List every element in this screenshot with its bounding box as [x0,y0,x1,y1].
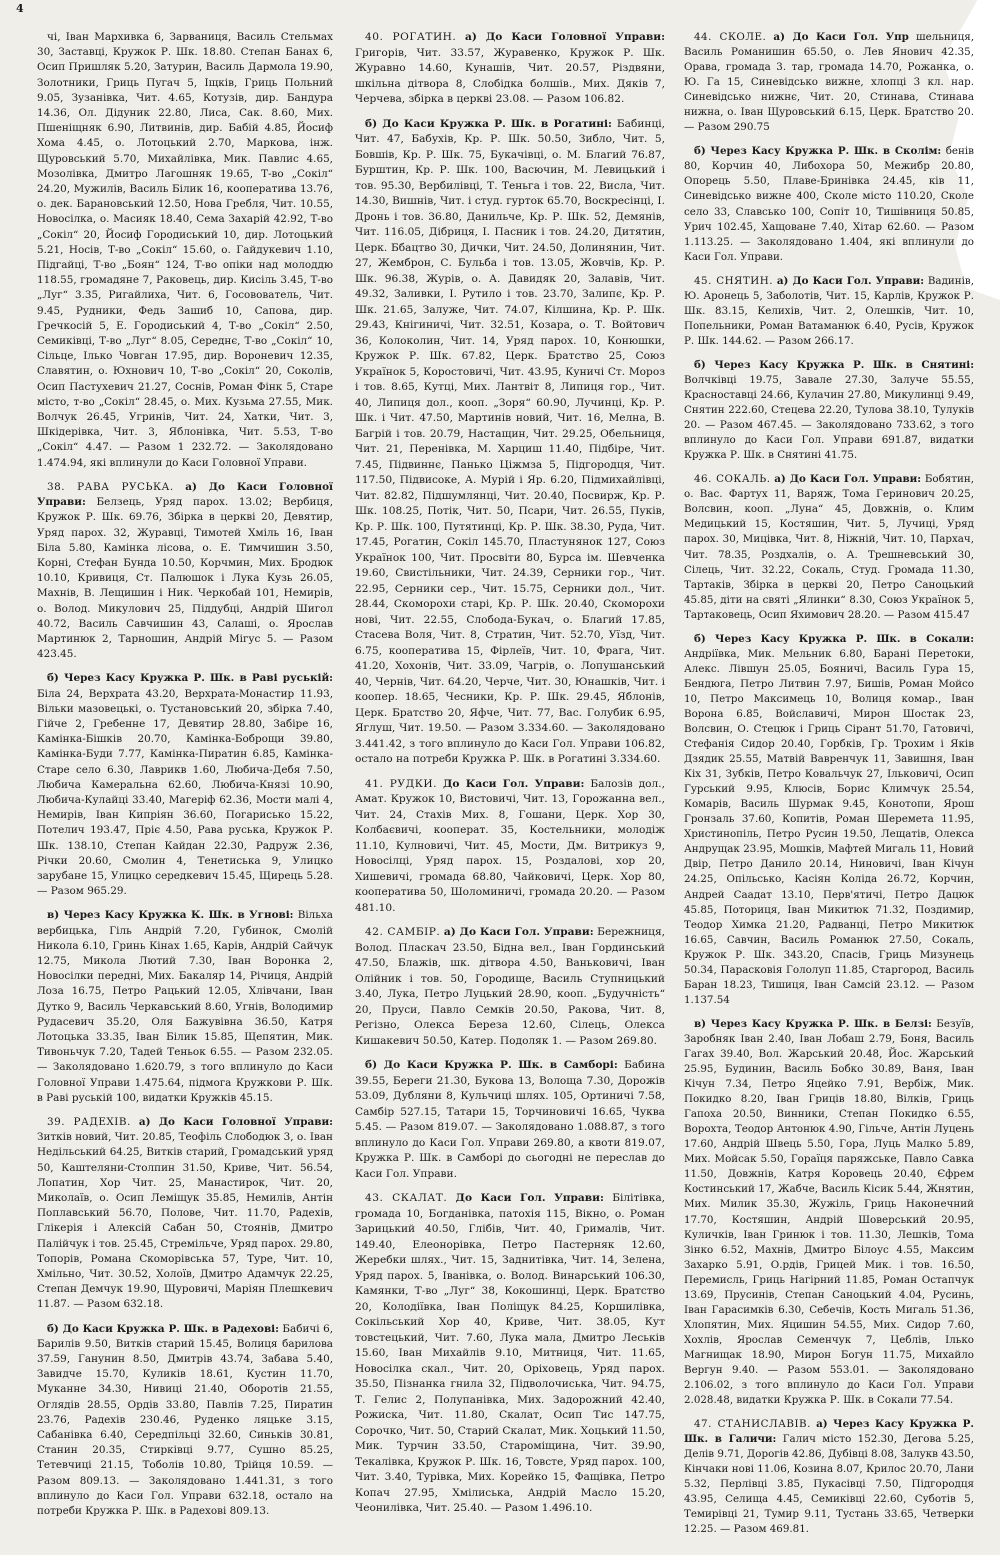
section-38b [37,671,333,899]
section-subtitle: а) До Каси Головної Управи: [464,31,666,43]
section-title: 40. РОГАТИН. [365,31,457,43]
section-46v [684,1017,974,1408]
section-subtitle: в) Через Касу Кружка К. Шк. в Угнові: [47,909,294,922]
section-text: Вадинів, Ю. Аронець 5, Заболотів, Чит. 15, Карлів, Кружок Р. Шк. 83.15, Келихів, Чит. 2, Олешків, Чит. 10, Попельники, Роман Ватаманюк 6.40, Русів, Кружок Р. Шк. 144.62. — Разом 266.17. [684,274,974,347]
section-title: 47. СТАНИСЛАВІВ. [694,1418,811,1431]
section-title: 43. СКАЛАТ. [365,1192,448,1204]
section-subtitle: а) До Каси Головної Управи: [138,1116,333,1129]
section-42b [355,1058,665,1182]
section-subtitle: а) До Каси Головної Управи: [37,480,333,509]
section-subtitle: в) Через Касу Кружка Р. Шк. в Белзі: [694,1017,932,1030]
section-text: Бабичі 6, Барилів 9.50, Витків старий 15.45, Волиця барилова 37.59, Ганунин 8.50, Дмитрів 43.74, Забава 5.40, Завидче 15.70, Куликів 18.61, Кустин 11.70, Муканне 34.30, Нивиці 21.40, Оборотів 21.55, Оглядів 28.55, Ордів 33.80, Павлів 7.25, Пиратин 23.76, Радехів 230.46, Руденко ляцьке 3.15, Сабанівка 6.40, Середпільці 32.60, Синьків 30.81, Станин 20.35, Стирківці 9.77, Сушно 85.25, Тетевчиці 21.15, Тоболів 10.80, Трійця 10.59. — Разом 809.13. — Заколядовано 1.441.31, з того вплинуло до Каси Гол. Управи 632.18, остало на потреби Кружка Р. Шк. в Радехові 809.13. [37,1322,334,1518]
section-subtitle: До Каси Гол. Управи: [442,777,585,790]
paragraph: чі, Іван Мархивка 6, Зарваниця, Василь Стельмах 30, Заставці, Кружок Р. Шк. 18.80. Степан Банах 6, Осип Пришляк 5.20, Затурин, Василь Дармола 19.90, Золотники, Гриць Пугач 5, Іщків, Гриць Польний 9.05, Зузанівка, Чит. 4.65, Котузів, дир. Бандура 14.36, Ол. Дідуник 22.80, Лиса, Сак. 8.60, Мих. Пшеніщняк 6.90, Литвинів, дир. Бабій 4.85, Йосиф Хома 4.45, о. Лотоцький 2.70, Маркова, інж. Щуровський 5.70, Михайлівка, Мик. Павлис 4.65, Мозолівка, Дмитро Лагошняк 19.65, Т-во „Сокіл“ 24.20, Мужилів, Василь Білик 16, кооператива 13.76, о. дек. Барановський 12.50, Нова Гребля, Чит. 10.55, Новосілка, о. Масияк 18.40, Сема Захарій 42.92, Т-во „Сокіл“ 20, Йосиф Городиський 10, дир. Лотоцький 5.21, Носів, Т-во „Сокіл“ 15.60, о. Гайдукевич 1.10, Підгайці, Т-во „Боян“ 124, Т-во опіки над молоддю 118.55, громадяне 7, Раковець, дир. Кисіль 3.45, Т-во „Луг“ 3.35, Ригайлиха, Чит. 6, Госовователь, Чит. 9.45, Рудники, Федь Зашиб 10, Сапова, дир. Гречкосій 5, Е. Городиський 4, Т-во „Сокіл“ 2.50, Семиківці, Т-во „Луг“ 8.05, Середнє, Т-во „Сокіл“ 10, Сільце, Ілько Човган 17.95, дир. Вороневич 12.35, Славятин, о. Юхнович 10, Т-во „Сокіл“ 20, Соколів, Осип Пастухевич 21.27, Соснів, Роман Фінк 5, Старе місто, т-во „Сокіл“ 28.45, о. Мих. Кузьма 27.55, Мик. Волчук 26.45, Угринів, Чит. 24, Хатки, Чит. 3, Шкідерівка, Чит. 3, Яблонівка, Чит. 5.53, Т-во „Сокіл“ 4.47. — Разом 1 232.72. — Заколядовано 1.474.94, які вплинули до Каси Головної Управи. [37,31,333,469]
section-40b [355,117,665,768]
section-46b [684,632,974,1008]
section-47 [684,1417,974,1537]
section-subtitle: б) Через Касу Кружка Р. Шк. в Сокали: [694,632,974,645]
section-subtitle: а) Через Касу Кружка Р. Шк. в Галичи: [684,1418,974,1446]
section-text: Безуїв, Заробняк Іван 2.40, Іван Лобаш 2.79, Боня, Василь Гагах 39.40, Вол. Жарський 20.48, Йос. Жарський 25.95, Будинин, Василь Бобко 30.89, Ваня, Іван Кічун 7.34, Петро Яцейко 7.91, Вербіж, Мик. Покидко 8.20, Іван Гриців 18.80, Вілків, Гриць Гапоха 20.50, Винники, Степан Покидко 6.55, Ворохта, Теодор Антонюк 4.90, Гільче, Антін Луцень 17.60, Андрій Швець 5.50, Гора, Луць Малко 5.89, Мих. Мойсак 5.50, Гораїця паряжське, Павло Савка 11.50, Довжнів, Катря Коровець 20.40, Єфрем Костинський 17, Жабче, Василь Кісик 5.44, Жнятин, Мих. Милик 35.30, Жужіль, Гриць Наконечний 17.70, Костяшин, Андрій Шоверський 20.95, Куличків, Іван Гринюк і тов. 11.30, Лешків, Тома Зінко 6.52, Махнів, Дмитро Білоус 4.55, Максим Захарко 5.91, О.рдів, Грицей Мик. і тов. 16.50, Перемисль, Гриць Нагірний 11.85, Роман Остапчук 13.69, Прусинів, Степан Саноцький 4.04, Русинь, Іван Гарасимків 6.30, Себечів, Кость Мигаль 51.36, Хлопятин, Мих. Яцишин 54.55, Мих. Сидор 7.60, Хохлів, Ярослав Семенчук 7, Цеблів, Ілько Магнищак 18.90, Мирон Богун 11.75, Михайло Вергун 9.40. — Разом 553.01. — Заколядовано 2.106.02, з того вплинуло до Каси Гол. Управи 2.028.48, видатки Кружка Р. Шк. в Сокали 77.54. [684,1017,974,1407]
section-title: 42. САМБІР. [365,926,441,938]
section-text: Зитків новий, Чит. 20.85, Теофіль Слободюк 3, о. Іван Недільський 64.25, Витків старий, Громадський уряд 50, Каштеляни-Столпин 31.50, Криве, Чит. 56.54, Лопатин, Хор Чит. 25, Манастирок, Чит. 20, Миколаїв, о. Осип Леміщук 35.85, Немилів, Антін Поплавський 56.70, Полове, Чит. 11.70, Радехів, Глікерія і Алексій Сабан 50, Стоянів, Дмитро Палійчук і тов. 25.45, Стремільче, Уряд парох. 29.80, Топорів, Романа Скоморівська 57, Туре, Чит. 10, Хмільно, Чит. 30.52, Холоїв, Дмитро Адамчук 22.25, Степан Демчук 19.90, Щуровичі, Маріян Плешкевич 11.87. — Разом 632.18. [37,1131,333,1311]
section-text: шельниця, Василь Романишин 65.50, о. Лев Янович 42.35, Орава, громада 3. тар, громада 14.70, Рожанка, о. Ю. Га 15, Синевідсько вижне, хлопці 3 кл. нар. Синевідсько нижнє, Чит. 20, Стинава, Стинава нижна, о. Іван Щуровський 6.15, Церк. Братство 20. — Разом 290.75 [684,31,974,134]
section-subtitle: б) Через Касу Кружка Р. Шк. в Раві руській: [47,672,333,685]
section-text: Біла 24, Верхрата 43.20, Верхрата-Монастир 11.93, Вільки мазовецькі, о. Тустановський 20, збірка 7.40, Гійче 2, Гребенне 17, Девятир 28.80, Забіре 16, Камінка-Бішків 20.70, Камінка-Боброщи 39.80, Камінка-Буди 7.77, Камінка-Пиратин 6.85, Камінка-Старе село 6.30, Лаврикв 1.60, Любича-Дебя 7.50, Любича Камеральна 62.60, Любича-Князі 10.90, Любича-Кулайці 33.40, Магеріф 62.36, Мости малі 4, Немирів, Іван Кипріян 36.60, Погарисько 15.22, Потелич 193.47, Пріє 4.50, Рава руська, Кружок Р. Шк. 138.10, Степан Кайдан 22.30, Радруж 2.36, Річки 20.60, Смолин 4, Тенетиська 9, Улицко зарубане 15, Улицко середкевич 15.45, Щирець 5.28. — Разом 965.29. [37,687,333,898]
section-subtitle: б) До Каси Кружка Р. Шк. в Рогатині: [365,117,612,130]
section-text: Вільха вербицька, Гіль Андрій 7.20, Губинок, Смолій Никола 6.10, Гринь Кінах 1.65, Карів, Андрій Сайчук 12.75, Микола Лютий 7.30, Іван Воронка 2, Новосілки передні, Мих. Бакаляр 14, Річиця, Андрій Лоза 16.75, Петро Рацький 12.05, Хлівчани, Іван Дутко 9, Василь Черкавський 8.60, Угнів, Володимир Рудасевич 35.20, Оля Бажувівна 36.50, Катря Лотоцька 33.35, Іван Білик 15.85, Щепятин, Мик. Тивоньчук 7.20, Тадей Теньок 6.55. — Разом 232.05. — Заколядовано 1.620.79, з того вплинуло до Каси Головної Управи 1.475.64, підмога Кружкови Р. Шк. в Раві руській 100, видатки Кружків 45.15. [37,909,333,1104]
section-text: Белзець, Уряд парох. 13.02; Вербиця, Кружок Р. Шк. 69.76, Збірка в церкві 20, Девятир, Уряд парох. 32, Журавці, Тимотей Хміль 16, Іван Біла 5.80, Камінка лісова, о. Е. Тимчишин 3.50, Корні, Стефан Бунда 10.50, Корчмин, Мих. Бродюк 10.10, Кривиця, Ст. Палюшок і Лука Кузь 26.05, Махнів, В. Лещишин і Ник. Черкобай 101, Немирів, о. Волод. Микулович 25, Піддубці, Андрій Шигол 40.72, Василь Савчишин 43, Салаші, о. Ярослав Мартинюк 2, Тарношин, Андрій Мігус 5. — Разом 423.45. [37,496,333,661]
section-text: Галич місто 152.30, Дегова 5.25, Делів 9.71, Дорогів 42.86, Дубівці 8.08, Залукв 43.50, Кінчаки нові 11.06, Козина 8.07, Крилос 20.70, Лани 5.32, Перлівці 3.85, Пукасівці 7.50, Підгородця 43.95, Селища 4.45, Семиківці 22.60, Суботів 5, Темирівці 21, Тумир 9.11, Тустань 33.65, Четверки 12.25. — Разом 469.81. [684,1433,974,1536]
section-title: 41. РУДКИ. [365,777,438,790]
section-text: Бережниця, Волод. Пласкач 23.50, Бідна вел., Іван Гординський 47.50, Блажів, шк. дітвора 4.50, Ваньковичі, Іван Олійник і тов. 50, Городище, Василь Ступницький 3.40, Лука, Петро Луцький 28.90, кооп. „Будучність“ 20, Пруси, Павло Семків 20.50, Ракова, Чит. 8, Регізно, Олекса Береза 12.60, Сілець, Олекса Кишакевич 50.50, Катер. Подоляк 1. — Разом 269.80. [355,926,665,1047]
section-subtitle: б) Через Касу Кружка Р. Шк. в Сколім: [694,145,942,158]
section-42 [355,925,665,1049]
column-2 [355,30,665,1517]
section-subtitle: а) До Каси Гол. Управи: [774,473,922,486]
section-text: Бобятин, о. Вас. Фартух 11, Варяж, Тома Геринович 20.25, Волсвин, кооп. „Луна“ 45, Довжнів, о. Клим Медицький 15, Костяшин, Чит. 5, Лучиці, Уряд парох. 30, Мицівка, Чит. 8, Ніжній, Чит. 10, Пархач, Чит. 78.35, Роздхалів, о. А. Трешневський 30, Сілець, Чит. 32.22, Сокаль, Студ. Громада 11.30, Тартаків, Збірка в церкві 20, Петро Саноцький 45.85, діти на святі „Ялинки“ 8.30, Союз Українок 5, Тартаковець, Осип Яхимович 28.20. — Разом 415.47 [684,473,974,621]
section-title: 44. СКОЛЕ. [694,31,767,43]
section-46 [684,472,974,622]
section-subtitle: б) До Каси Кружка Р. Шк. в Самборі: [365,1059,618,1071]
section-title: 46. СОКАЛЬ. [694,473,771,486]
section-text: бенів 80, Корчин 40, Либохора 50, Межибр 20.80, Опорець 5.50, Плаве-Бринівка 24.45, ків 11, Синевідсько вижне 400, Сколе місто 110.20, Сколе село 33, Славсько 100, Сопіт 10, Тишівниця 50.85, Урич 102.45, Хащоване 7.40, Хітар 62.60. — Разом 1.113.25. — Заколядовано 1.404, які вплинули до Каси Гол. Управи. [684,145,974,263]
section-43 [355,1191,665,1517]
section-text: Балозів дол., Амат. Кружок 10, Вистовичі, Чит. 13, Горожанна вел., Чит. 24, Стахів Мих. 8, Гошани, Церк. Хор 30, Колбаєвичі, кооперат. 35, Костельники, молодіж 11.10, Кулновичі, Чит. 45, Мости, Дм. Витрикуз 9, Новосілці, Уряд парох. 15, Роздалові, хор 20, Хишевичі, громада 68.80, Чайковичі, Церк. Хор 80, кооператива 50, Шоломиничі, громада 20.20. — Разом 481.10. [355,777,665,914]
section-title: 38. РАВА РУСЬКА. [47,480,174,493]
section-text: Бабина 39.55, Береги 21.30, Букова 13, Волоща 7.30, Дорожів 53.09, Дубляни 8, Кульчиці шлях. 105, Ортиничі 7.58, Самбір 527.15, Татари 15, Торчиновичі 16.65, Чуква 5.45. — Разом 819.07. — Заколядовано 1.088.87, з того вплинуло до Каси Гол. Управи 269.80, а квоти 819.07, Кружка Р. Шк. в Самборі до сьогодні не переслав до Каси Гол. Управи. [355,1059,665,1180]
section-text: Білітівка, громада 10, Богданівка, патохія 115, Вікно, о. Роман Зарицький 40.50, Глібів, Чит. 40, Грималів, Чит. 149.40, Елеонорівка, Петро Пастерняк 12.60, Жеребки шлях., Чит. 15, Заднитівка, Чит. 14, Зелена, Уряд парох. 5, Іванівка, о. Волод. Винарський 106.30, Камянки, Т-во „Луг“ 38, Кокошинці, Церк. Братство 20, Колодіївка, Іван Поліщук 84.25, Коршилівка, Сокільський Хор 40, Криве, Чит. 38.05, Кут товстецький, Чит. 7.60, Лука мала, Дмитро Леськів 15.60, Іван Михайлів 9.10, Митниця, Чит. 11.65, Новосілка скал., Чит. 20, Оріховець, Уряд парох. 35.50, Пізнанка гнила 32, Підволочиська, Чит. 94.75, Т. Гелис 2, Полупанівка, Мих. Задорожний 42.40, Рожиска, Чит. 11.80, Скалат, Осип Тис 147.75, Сорочко, Чит. 50, Старий Скалат, Мик. Хоцький 11.50, Мик. Турчин 33.50, Староміщина, Чит. 39.90, Текалівка, Кружок Р. Шк. 16, Товсте, Уряд парох. 100, Чит. 3.40, Турівка, Мих. Корейко 15, Фащівка, Петро Копач 27.95, Хмілиська, Андрій Масло 15.20, Чеонилівка, Чит. 25.40. — Разом 1.496.10. [355,1192,665,1514]
section-39 [37,1115,333,1313]
section-subtitle: До Каси Гол. Управи: [455,1192,604,1204]
section-text: Григорів, Чит. 33.57, Журавенко, Кружок Р. Шк. Журавно 14.60, Кунашів, Чит. 20.57, Різдвяни, шкільна дітвора 8, Слобідка болшів., Мих. Дяків 7, Черчева, збірка в церкві 23.08. — Разом 106.82. [355,46,665,105]
section-subtitle: а) До Каси Гол. Управи: [443,926,594,938]
section-subtitle: а) До Каси Гол. Упр [773,31,909,43]
page-number: 4 [16,2,24,15]
section-text: Волчківці 19.75, Завале 27.30, Залуче 55.55, Красноставці 24.66, Кулачин 27.80, Микулинці 9.49, Снятин 222.60, Стецева 22.20, Тулова 38.10, Тулуків 20. — Разом 467.45. — Заколядовано 733.62, з того вплинуло до Каси Гол. Управи 691.87, видатки Кружка Р. Шк. в Снятині 41.75. [684,373,974,462]
section-subtitle: б) Через Касу Кружка Р. Шк. в Снятині: [694,358,974,371]
column-1 [37,30,333,1519]
section-title: 39. РАДЕХІВ. [47,1116,131,1129]
section-38 [37,480,333,662]
section-text: Андріївка, Мик. Мельник 6.80, Барані Перетоки, Алекс. Лівшун 25.05, Бояничі, Василь Гура 15, Бендюга, Петро Литвин 7.97, Бишів, Роман Мойсо 10, Петро Максимець 10, Волиця комар., Іван Ворона 6.85, Войславичі, Мирон Шостак 23, Волсвин, О. Стецюк і Гриць Сірант 51.70, Гатовичі, Стефанія Сидор 20.40, Горбків, Гр. Трохим і Яків Дзядик 25.55, Матвій Вавренчук 11, Завишня, Іван Кіх 31, Зубків, Петро Ковальчук 27, Ільковичі, Осип Гурський 9.95, Клюсів, Борис Климчук 25.54, Комарів, Василь Шурмак 9.45, Конотопи, Ярош Гронзаль 37.60, Копитів, Роман Шеремета 11.95, Христинопіль, Петро Русин 19.50, Лещатів, Олекса Андрущак 23.95, Мошків, Мафтей Мигаль 11, Новий Двір, Петро Данило 20.14, Ниновичі, Іван Кічун 24.25, Опільсько, Касіян Колідa 26.72, Корчин, Андрей Саадат 13.10, Перв'ятичі, Петро Дацюк 45.85, Поториця, Іван Микитюк 71.32, Поздимир, Теодор Химка 21.20, Радванці, Петро Микитюк 16.65, Савчин, Василь Романюк 27.50, Сокаль, Кружок Р. Шк. 343.20, Спасів, Гриць Мизунець 50.34, Парасковія Гололуп 11.85, Старгород, Василь Баран 18.23, Тишиця, Іван Самсій 23.12. — Разом 1.137.54 [684,647,974,1006]
section-text: Бабинці, Чит. 47, Бабухів, Кр. Р. Шк. 50.50, Зибло, Чит. 5, Бовшів, Кр. Р. Шк. 75, Букачівці, о. М. Благий 76.87, Бурштин, Кр. Р. Шк. 100, Васючин, М. Левицький і тов. 95.30, Вербилівці, Т. Теньга і тов. 22, Висла, Чит. 14.30, Вишнів, Чит. і студ. гурток 65.70, Воскресінці, І. Дронь і тов. 36.80, Данильче, Кр. Р. Шк. 52, Демянів, Чит. 116.05, Дібриця, І. Пасник і тов. 24.20, Дитятин, Церк. Ббацтво 30, Дички, Чит. 24.50, Долинянин, Чит. 27, Жемброн, С. Бульба і тов. 13.05, Жовчів, Кр. Р. Шк. 96.38, Журів, о. А. Давидяк 20, Залавів, Чит. 49.32, Заливки, І. Рутило і тов. 23.70, Залипє, Кр. Р. Шк. 21.65, Залуже, Чит. 74.07, Кілшина, Кр. Р. Шк. 29.43, Кнігиничі, Чит. 32.51, Козара, о. Т. Войтович 36, Колоколин, Чит. 14, Уряд парох. 10, Конюшки, Кружок Р. Шк. 67.82, Церк. Братство 25, Союз Українок 5, Коростовичі, Чит. 43.95, Куничі Ст. Мороз і тов. 8.65, Кутці, Мих. Лантвіт 8, Липиця гор., Чит. 40, Липиця дол., кооп. „Зоря“ 60.90, Лучинці, Кр. Р. Шк. і Чит. 47.50, Мартинів новий, Чит. 16, Мелна, В. Багрій і тов. 20.79, Настащин, Чит. 29.25, Обельниця, Чит. 21, Перенівка, М. Харциш 11.40, Підбіре, Чит. 7.45, Підвиннє, Панько Ціжмза 5, Підгородця, Чит. 117.50, Підвисоке, А. Мурій і Яр. 6.20, Підмихайлівці, Чит. 82.82, Підшумлянці, Чит. 20.40, Посвирж, Кр. Р. Шк. 108.25, Потік, Чит. 50, Псари, Чит. 26.55, Пуків, Кр. Р. Шк. 100, Путятинці, Кр. Р. Шк. 38.30, Руда, Чит. 17.45, Рогатин, Сокіл 145.70, Пластунянок 127, Союз Українок 100, Чит. Просвіти 80, Бурса ім. Шевченка 19.60, Свистільники, Чит. 24.39, Серники гор., Чит. 22.95, Серники сер., Чит. 15.75, Серники дол., Чит. 28.44, Скоморохи старі, Кр. Р. Шк. 20.40, Скоморохи нові, Чит. 22.55, Слобода-Букач, о. Благий 17.85, Стасева Воля, Чит. 8, Стратин, Чит. 52.70, Уїзд, Чит. 6.75, кооператива 15, Фірлеїв, Чит. 10, Фрага, Чит. 41.20, Хохонів, Чит. 33.09, Чагрів, о. Лопушанський 40, Чернів, Чит. 64.20, Черче, Чит. 30, Юнашків, Чит. і коопер. 18.65, Чесники, Кр. Р. Шк. 29.45, Яблонів, Церк. Братство 20, Яфче, Чит. 77, Вас. Голубик 6.95, Яглуш, Чит. 19.50. — Разом 3.334.60. — Заколядовано 3.441.42, з того вплинуло до Каси Гол. Управи 106.82, остало на потреби Кружка Р. Шк. в Рогатині 3.334.60. [355,117,666,765]
section-45b [684,358,974,463]
section-40 [355,30,665,108]
section-subtitle: б) До Каси Кружка Р. Шк. в Радехові: [47,1322,279,1335]
section-39b [37,1322,333,1520]
section-subtitle: а) До Каси Гол. Управи: [776,274,925,287]
section-41 [355,777,665,917]
section-title: 45. СНЯТИН. [694,274,773,287]
section-44 [684,30,974,135]
column-3 [684,30,974,1538]
section-38v [37,908,333,1106]
section-45 [684,274,974,349]
section-44b [684,144,974,264]
